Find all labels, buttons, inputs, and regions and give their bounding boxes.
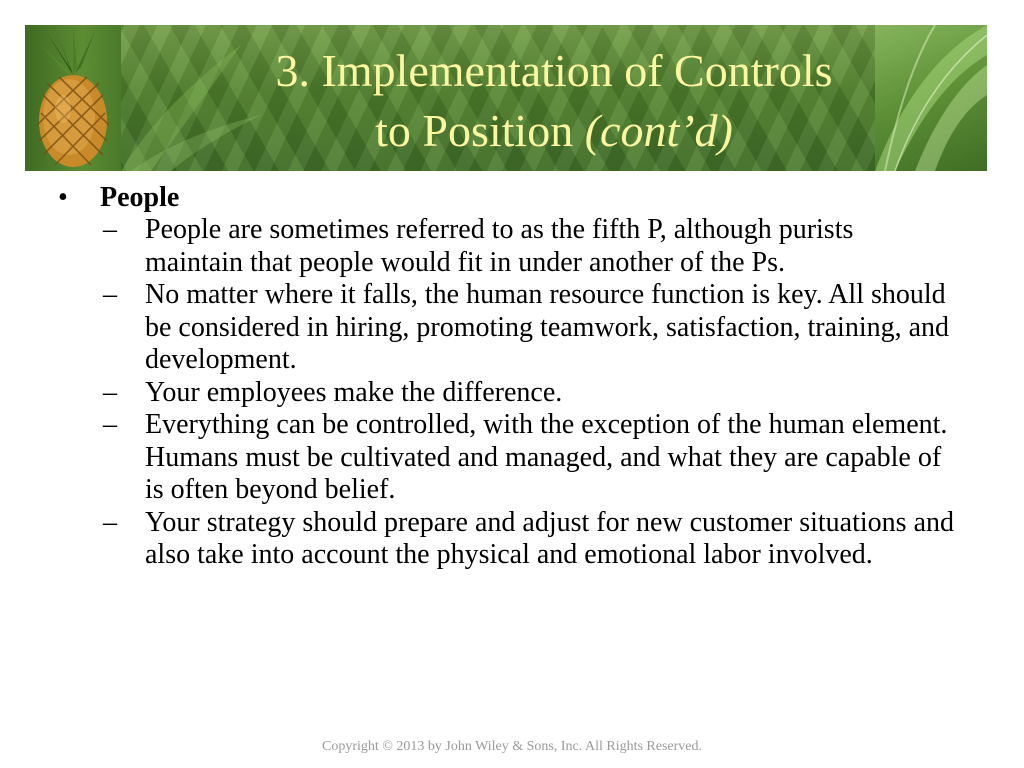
list-item-text: Your strategy should prepare and adjust for new customer situations and also take into account the physical and emotional labor involved. <box>145 506 954 570</box>
sub-bullet-list <box>103 214 958 572</box>
pineapple-image <box>25 25 121 171</box>
list-item <box>103 409 958 507</box>
list-item-text: Your employees make the difference. <box>145 376 563 408</box>
dash-icon: – <box>103 279 117 310</box>
dash-icon: – <box>103 214 117 245</box>
list-item-text: People are sometimes referred to as the fifth P, although purists maintain that people would fit in under another of the Ps. <box>145 214 854 278</box>
title-contd: (cont’d) <box>584 105 733 156</box>
dash-icon: – <box>103 409 117 440</box>
dash-icon: – <box>103 506 117 538</box>
list-item-text: Everything can be controlled, with the exception of the human element. Humans must be cultivated and managed, and what they are capable of is often beyond belief. <box>145 409 948 505</box>
title-line-1: 3. Implementation of Controls <box>275 45 833 96</box>
bullet-heading: People <box>100 182 180 213</box>
palm-leaf-icon <box>875 25 987 171</box>
title-line-2 <box>121 101 987 161</box>
list-item <box>103 279 958 377</box>
dash-icon: – <box>103 376 117 408</box>
bullet-dot-icon: • <box>58 182 68 213</box>
list-item-text: No matter where it falls, the human resource function is key. All should be considered in hiring, promoting teamwork, satisfaction, training, and development. <box>145 279 950 375</box>
list-item <box>103 214 958 279</box>
palm-leaf-image <box>875 25 987 171</box>
title-line-2-text: to Position <box>375 105 585 156</box>
list-item <box>103 377 958 410</box>
pineapple-icon <box>25 25 121 171</box>
bullet-people <box>58 181 958 214</box>
slide-body <box>58 181 958 572</box>
list-item <box>103 507 958 572</box>
header-banner <box>25 25 987 171</box>
copyright-notice: Copyright © 2013 by John Wiley & Sons, Inc. All Rights Reserved. <box>321 739 703 754</box>
slide-title <box>121 41 987 161</box>
